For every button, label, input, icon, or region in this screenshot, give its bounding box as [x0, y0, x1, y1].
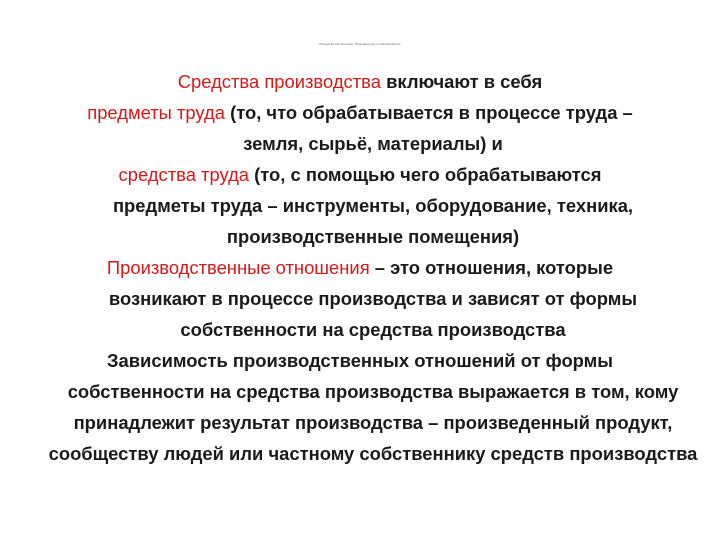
- definition-text: включают в себя: [380, 71, 543, 92]
- paragraph-line: Зависимость производственных отношений от формы: [107, 350, 613, 371]
- definition-text: – это отношения, которые: [369, 257, 614, 278]
- term-means-of-production: Средства производства: [177, 71, 381, 92]
- paragraph-dependency: [20, 345, 700, 469]
- definition-continuation: предметы труда – инструменты, оборудование, техника, производственные помещения): [112, 195, 634, 247]
- paragraph-line: [20, 66, 700, 97]
- definition-continuation: собственности на средства производства выражается в том, кому принадлежит результат производства – произведенный продукт, сообществу людей или частному собственнику средств производства: [48, 381, 698, 464]
- slide-body: [20, 66, 700, 469]
- paragraph-means-of-production: [20, 66, 700, 97]
- term-instruments-of-labor: средства труда: [118, 164, 250, 185]
- paragraph-production-relations: [20, 252, 700, 345]
- paragraph-line: [20, 252, 700, 283]
- definition-text: (то, что обрабатывается в процессе труда –: [224, 102, 633, 123]
- slide-title: Общество как система. Производство и собственность: [319, 42, 401, 46]
- paragraph-instruments-of-labor: [20, 159, 700, 252]
- paragraph-line: [20, 97, 700, 128]
- paragraph-line: [20, 159, 700, 190]
- term-production-relations: Производственные отношения: [106, 257, 370, 278]
- definition-continuation: земля, сырьё, материалы) и: [243, 133, 503, 154]
- definition-continuation: возникают в процессе производства и зависят от формы собственности на средства производства: [108, 288, 638, 340]
- definition-text: (то, с помощью чего обрабатываются: [249, 164, 602, 185]
- paragraph-objects-of-labor: [20, 97, 700, 159]
- term-objects-of-labor: предметы труда: [87, 102, 225, 123]
